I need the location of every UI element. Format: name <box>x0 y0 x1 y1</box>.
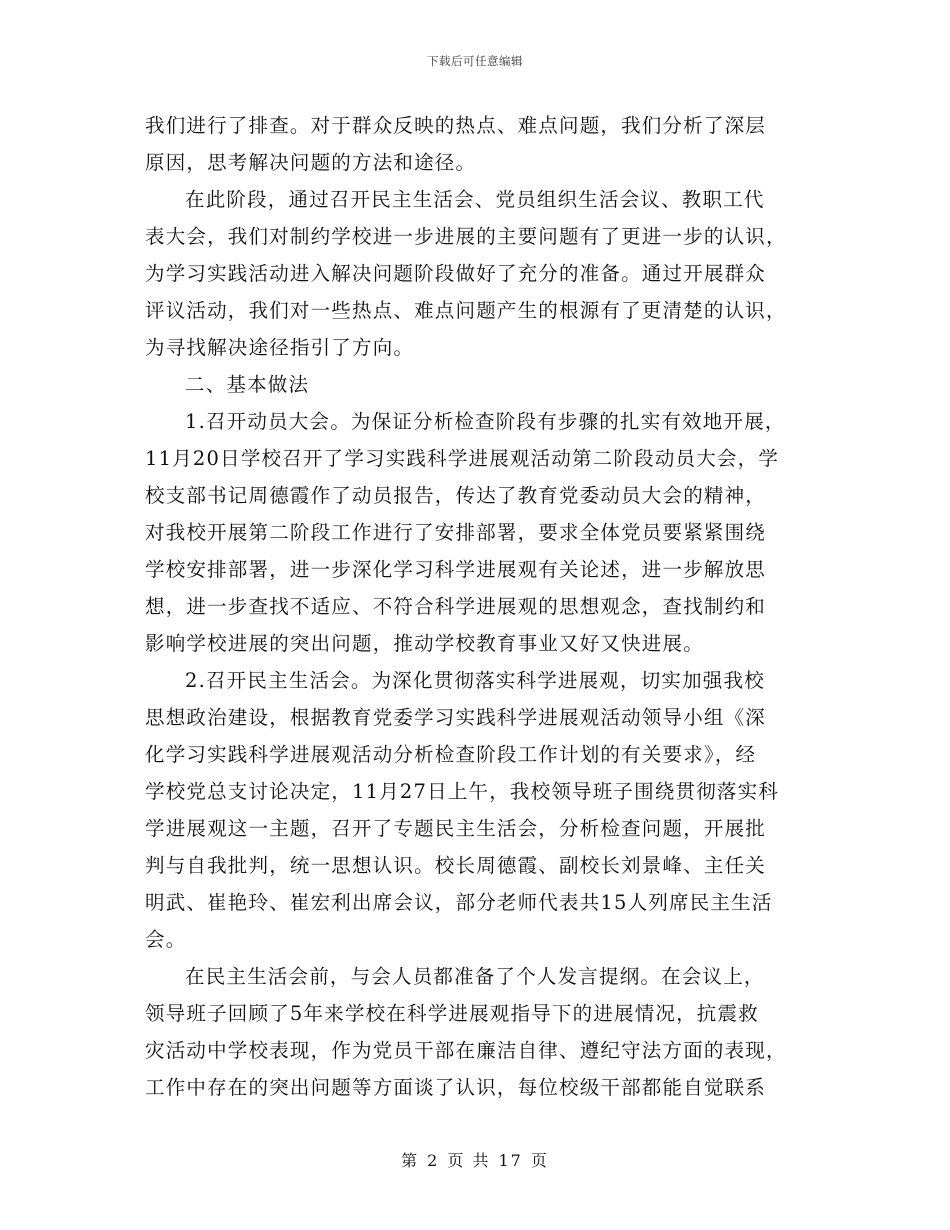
text-line: 为寻找解决途径指引了方向。 <box>145 336 415 359</box>
text-line: 领导班子回顾了5年来学校在科学进展观指导下的进展情况，抗震救 <box>145 1002 759 1025</box>
text-line: 原因，思考解决问题的方法和途径。 <box>145 151 477 174</box>
text-line: 在此阶段，通过召开民主生活会、党员组织生活会议、教职工代 <box>185 188 765 211</box>
footer-prefix: 第 <box>401 1151 420 1170</box>
page-footer <box>0 1148 950 1171</box>
text-line: 2.召开民主生活会。为深化贯彻落实科学进展观，切实加强我校 <box>185 669 765 692</box>
text-line: 对我校开展第二阶段工作进行了安排部署，要求全体党员要紧紧围绕 <box>145 521 767 544</box>
text-line: 学校安排部署，进一步深化学习科学进展观有关论述，进一步解放思 <box>145 558 767 581</box>
text-line: 明武、崔艳玲、崔宏利出席会议，部分老师代表共15人列席民主生活 <box>145 891 773 914</box>
text-line: 学进展观这一主题，召开了专题民主生活会，分析检查问题，开展批 <box>145 817 767 840</box>
text-line: 二、基本做法 <box>185 373 310 396</box>
text-line: 影响学校进展的突出问题，推动学校教育事业又好又快进展。 <box>145 632 704 655</box>
text-line: 想，进一步查找不适应、不符合科学进展观的思想观念，查找制约和 <box>145 595 767 618</box>
text-line: 11月20日学校召开了学习实践科学进展观活动第二阶段动员大会，学 <box>145 447 780 470</box>
footer-middle: 页 共 <box>447 1151 491 1170</box>
header-note: 下载后可任意编辑 <box>427 54 523 68</box>
text-line: 会。 <box>145 928 187 951</box>
body-text <box>145 107 810 1106</box>
text-line: 工作中存在的突出问题等方面谈了认识，每位校级干部都能自觉联系 <box>145 1076 767 1099</box>
text-line: 校支部书记周德霞作了动员报告，传达了教育党委动员大会的精神， <box>145 484 767 507</box>
footer-page-number: 2 <box>427 1151 440 1170</box>
text-line: 我们进行了排查。对于群众反映的热点、难点问题，我们分析了深层 <box>145 114 767 137</box>
footer-total-pages: 17 <box>498 1151 523 1170</box>
text-line: 表大会，我们对制约学校进一步进展的主要问题有了更进一步的认识， <box>145 225 787 248</box>
text-line: 在民主生活会前，与会人员都准备了个人发言提纲。在会议上， <box>185 965 765 988</box>
text-line: 学校党总支讨论决定，11月27日上午，我校领导班子围绕贯彻落实科 <box>145 780 780 803</box>
text-line: 灾活动中学校表现，作为党员干部在廉洁自律、遵纪守法方面的表现， <box>145 1039 787 1062</box>
text-line: 评议活动，我们对一些热点、难点问题产生的根源有了更清楚的认识， <box>145 299 787 322</box>
text-line: 判与自我批判，统一思想认识。校长周德霞、副校长刘景峰、主任关 <box>145 854 767 877</box>
footer-suffix: 页 <box>530 1151 549 1170</box>
text-line: 化学习实践科学进展观活动分析检查阶段工作计划的有关要求》，经 <box>145 743 757 766</box>
text-line: 思想政治建设，根据教育党委学习实践科学进展观活动领导小组《深 <box>145 706 767 729</box>
text-line: 1.召开动员大会。为保证分析检查阶段有步骤的扎实有效地开展， <box>185 410 786 433</box>
text-line: 为学习实践活动进入解决问题阶段做好了充分的准备。通过开展群众 <box>145 262 767 285</box>
